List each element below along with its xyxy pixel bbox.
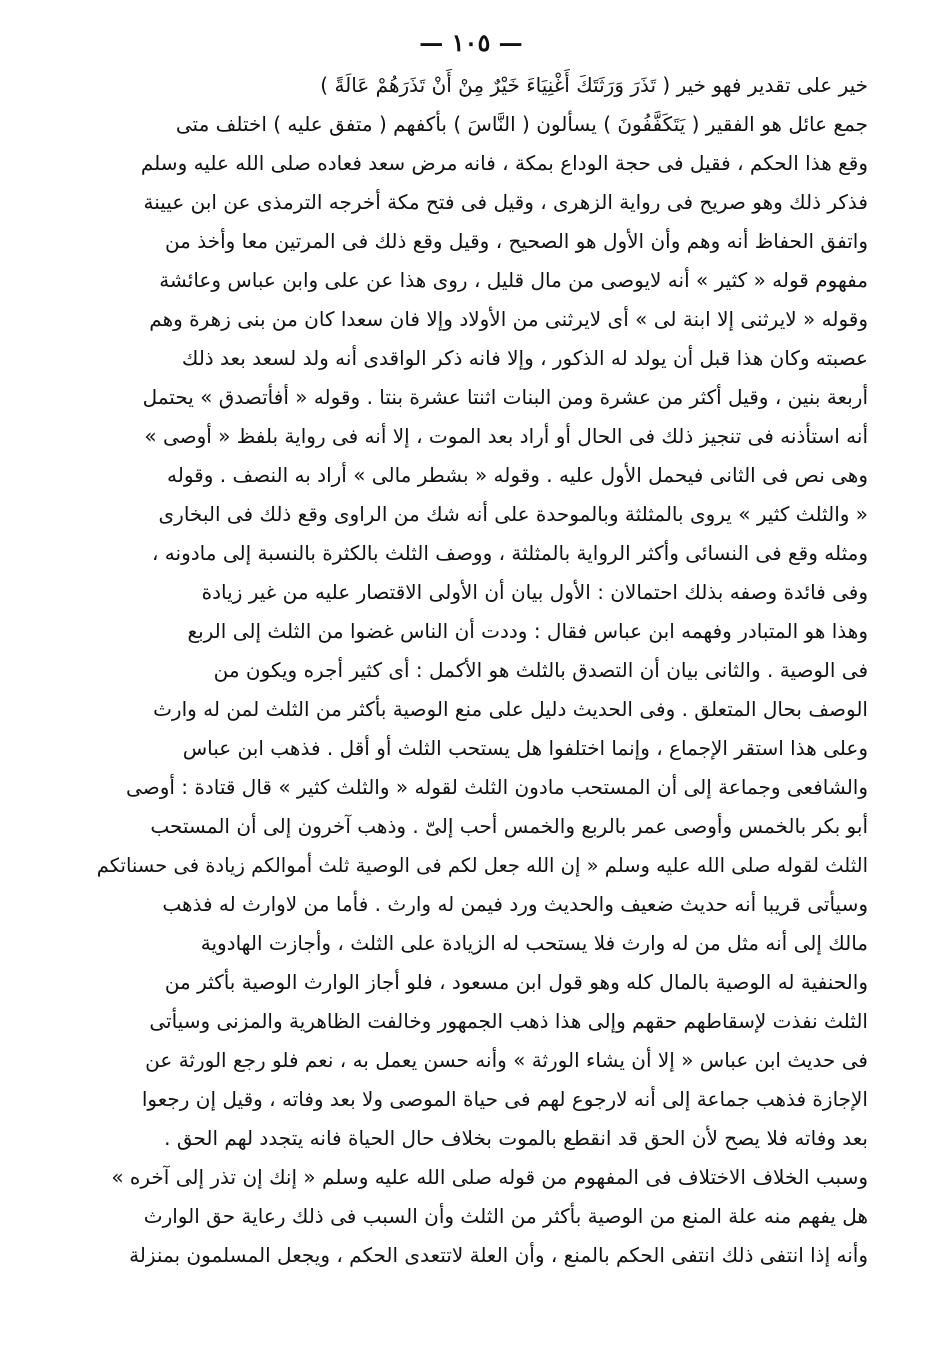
text-line: الإجازة فذهب جماعة إلى أنه لارجوع لهم فى حياة الموصى ولا بعد وفاته ، وقيل إن رجعوا [141,1087,868,1111]
text-line: فى حديث ابن عباس « إلا أن يشاء الورثة » وأنه حسن يعمل به ، نعم فلو رجع الورثة عن [145,1048,868,1072]
text-line: ومثله وقع فى النسائى وأكثر الرواية بالمثلثة ، ووصف الثلث بالكثرة بالنسبة إلى مادونه ، [151,541,868,565]
text-line: واتفق الحفاظ أنه وهم وأن الأول هو الصحيح ، وقيل وقع ذلك فى المرتين معا وأخذ من [164,229,868,253]
text-line: الثلث نفذت لإسقاطهم حقهم وإلى هذا ذهب الجمهور وخالفت الظاهرية والمزنى وسيأتى [149,1009,868,1033]
text-line: وقع هذا الحكم ، فقيل فى حجة الوداع بمكة ، فانه مرض سعد فعاده صلى الله عليه وسلم [140,151,868,175]
text-line: جمع عائل هو الفقير ( يَتَكَفَّفُونَ ) يسألون ( النَّاسَ ) بأكفهم ( متفق عليه ) اختلف متى [175,112,868,136]
text-line: مفهوم قوله « كثير » أنه لايوصى من مال قليل ، روى هذا عن على وابن عباس وعائشة [159,268,868,292]
text-line: وقوله « لايرثنى إلا ابنة لى » أى لايرثنى من الأولاد وإلا فان سعدا كان من بنى زهرة وهم [149,307,868,331]
text-line: فى الوصية . والثانى بيان أن التصدق بالثلث هو الأكمل : أى كثير أجره ويكون من [213,658,868,682]
text-line: أربعة بنين ، وقيل أكثر من عشرة ومن البنات اثنتا عشرة بنتا . وقوله « أفأتصدق » يحتمل [142,385,868,409]
text-line: وهذا هو المتبادر وفهمه ابن عباس فقال : وددت أن الناس غضوا من الثلث إلى الربع [187,619,868,643]
text-line: بعد وفاته فلا يصح لأن الحق قد انقطع بالموت بخلاف حال الحياة فانه يتجدد لهم الحق . [164,1126,868,1150]
text-line: وفى فائدة وصفه بذلك احتمالان : الأول بيان أن الأولى الاقتصار عليه من غير زيادة [201,580,868,604]
page-number: — ١٠٥ — [419,28,523,57]
body-text [96,66,868,1275]
text-line: « والثلث كثير » يروى بالمثلثة وبالموحدة على أنه شك من الراوى وقع ذلك فى البخارى [158,502,868,526]
text-line: وسيأتى قريبا أنه حديث ضعيف والحديث ورد فيمن له وارث . فأما من لاوارث له فذهب [162,892,868,916]
text-line: الوصف بحال المتعلق . وفى الحديث دليل على منع الوصية بأكثر من الثلث لمن له وارث [153,697,868,721]
text-line: هل يفهم منه علة المنع من الوصية بأكثر من الثلث وأن السبب فى ذلك رعاية حق الوارث [143,1204,868,1228]
text-line: وأنه إذا انتفى ذلك انتفى الحكم بالمنع ، وأن العلة لاتتعدى الحكم ، ويجعل المسلمون بمنزلة [129,1243,868,1267]
text-line: والشافعى وجماعة إلى أن المستحب مادون الثلث لقوله « والثلث كثير » قال قتادة : أوصى [126,775,868,799]
text-line: مالك إلى أنه مثل من له وارث فلا يستحب له الزيادة على الثلث ، وأجازت الهادوية [200,931,868,955]
text-line: وعلى هذا استقر الإجماع ، وإنما اختلفوا هل يستحب الثلث أو أقل . فذهب ابن عباس [182,736,868,760]
text-line: وهى نص فى الثانى فيحمل الأول عليه . وقوله « بشطر مالى » أراد به النصف . وقوله [167,463,868,487]
text-line: فذكر ذلك وهو صريح فى رواية الزهرى ، وقيل فى فتح مكة أخرجه الترمذى عن ابن عيينة [143,190,868,214]
text-line: خير على تقدير فهو خير ( تَذَرَ وَرَثَتَكَ أَغْنِيَاءَ خَيْرٌ مِنْ أَنْ تَذَرَهُمْ عَالَةً ) [320,73,868,97]
text-line: أنه استأذنه فى تنجيز ذلك فى الحال أو أراد بعد الموت ، إلا أنه فى رواية بلفظ « أوصى » [144,424,868,448]
text-line: عصبته وكان هذا قبل أن يولد له الذكور ، وإلا فانه ذكر الواقدى أنه ولد لسعد بعد ذلك [181,346,868,370]
text-line: وسبب الخلاف الاختلاف فى المفهوم من قوله صلى الله عليه وسلم « إنك إن تذر إلى آخره » [111,1165,868,1189]
text-line: الثلث لقوله صلى الله عليه وسلم « إن الله جعل لكم فى الوصية ثلث أموالكم زيادة فى حسناتكم [96,854,868,877]
text-line: أبو بكر بالخمس وأوصى عمر بالربع والخمس أحب إلىّ . وذهب آخرون إلى أن المستحب [150,814,868,838]
text-line: والحنفية له الوصية بالمال كله وهو قول ابن مسعود ، فلو أجاز الوارث الوصية بأكثر من [164,970,868,994]
